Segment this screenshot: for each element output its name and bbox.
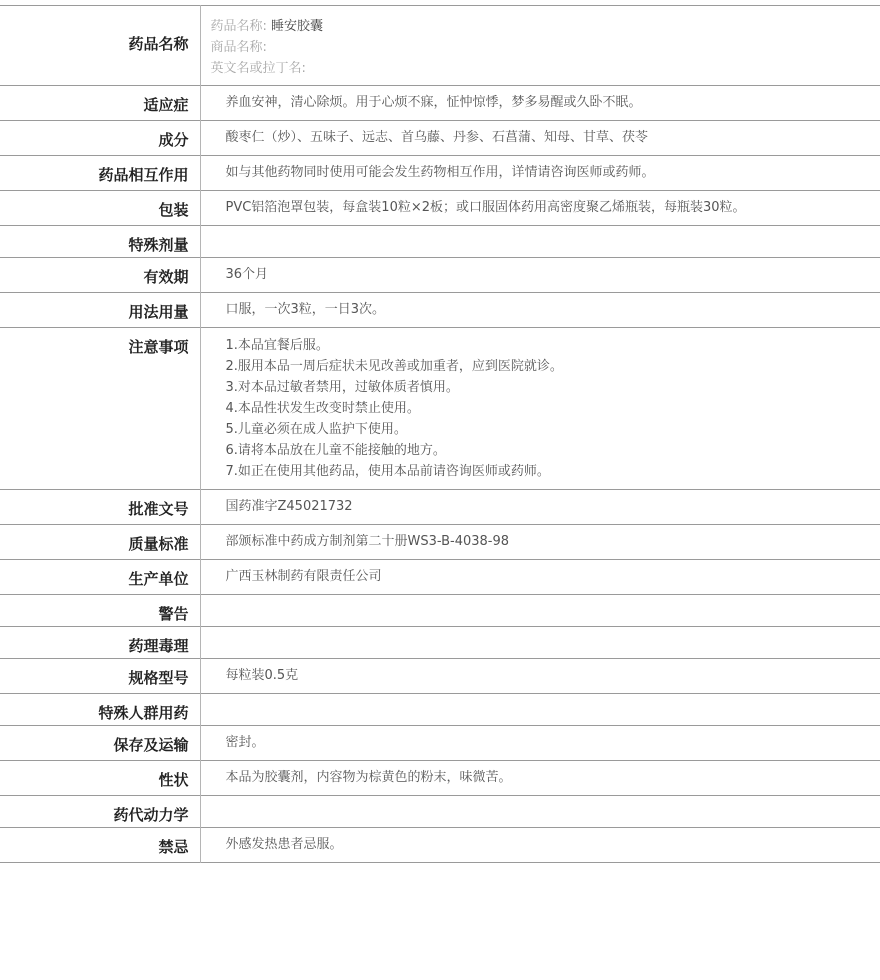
precaution-item: 3.对本品过敏者禁用，过敏体质者慎用。 (225, 380, 459, 395)
shelf-life-value: 36个月 (225, 267, 269, 282)
storage-label: 保存及运输 (0, 726, 200, 761)
pharmacology-value (200, 627, 880, 659)
row-manufacturer (0, 560, 880, 595)
contraindications-value: 外感发热患者忌服。 (225, 837, 343, 852)
row-shelf-life (0, 258, 880, 293)
row-usage (0, 293, 880, 328)
row-storage (0, 726, 880, 761)
manufacturer-label: 生产单位 (0, 560, 200, 595)
row-special-population (0, 694, 880, 726)
row-packaging (0, 191, 880, 226)
precaution-item: 1.本品宜餐后服。 (225, 338, 329, 353)
shelf-life-label: 有效期 (0, 258, 200, 293)
specification-value: 每粒装0.5克 (225, 668, 299, 683)
english-name-line (211, 58, 880, 79)
contraindications-label: 禁忌 (0, 828, 200, 863)
ingredients-value: 酸枣仁（炒）、五味子、远志、首乌藤、丹参、石菖蒲、知母、甘草、茯苓 (225, 130, 649, 145)
precaution-item: 4.本品性状发生改变时禁止使用。 (225, 401, 420, 416)
special-population-label: 特殊人群用药 (0, 694, 200, 726)
row-contraindications (0, 828, 880, 863)
row-quality-standard (0, 525, 880, 560)
precautions-cell (200, 328, 880, 490)
precaution-item: 2.服用本品一周后症状未见改善或加重者，应到医院就诊。 (225, 359, 563, 374)
packaging-label: 包装 (0, 191, 200, 226)
usage-label: 用法用量 (0, 293, 200, 328)
row-pharmacokinetics (0, 796, 880, 828)
storage-value: 密封。 (225, 735, 265, 750)
row-indications (0, 86, 880, 121)
english-name-key: 英文名或拉丁名: (210, 61, 306, 76)
trade-name-line (211, 37, 880, 58)
indications-label: 适应症 (0, 86, 200, 121)
row-approval-number (0, 490, 880, 525)
description-label: 性状 (0, 761, 200, 796)
ingredients-label: 成分 (0, 121, 200, 156)
pharmacokinetics-value (200, 796, 880, 828)
special-population-value (200, 694, 880, 726)
approval-number-label: 批准文号 (0, 490, 200, 525)
warning-label: 警告 (0, 595, 200, 627)
row-warning (0, 595, 880, 627)
row-drug-name (0, 6, 880, 86)
row-special-dosage (0, 226, 880, 258)
pharmacokinetics-label: 药代动力学 (0, 796, 200, 828)
drug-spec-table (0, 5, 880, 863)
approval-number-value: 国药准字Z45021732 (225, 499, 353, 514)
row-pharmacology (0, 627, 880, 659)
precautions-label: 注意事项 (0, 328, 200, 490)
pharmacology-label: 药理毒理 (0, 627, 200, 659)
quality-standard-value: 部颁标准中药成方制剂第二十册WS3-B-4038-98 (225, 534, 510, 549)
special-dosage-label: 特殊剂量 (0, 226, 200, 258)
special-dosage-value (200, 226, 880, 258)
precaution-item: 6.请将本品放在儿童不能接触的地方。 (225, 443, 446, 458)
generic-name-value: 睡安胶囊 (271, 19, 324, 34)
interactions-value: 如与其他药物同时使用可能会发生药物相互作用，详情请咨询医师或药师。 (225, 165, 655, 180)
warning-value (200, 595, 880, 627)
row-description (0, 761, 880, 796)
quality-standard-label: 质量标准 (0, 525, 200, 560)
precautions-list (226, 335, 761, 482)
drug-name-label: 药品名称 (0, 6, 200, 86)
precaution-item: 5.儿童必须在成人监护下使用。 (225, 422, 407, 437)
drug-name-cell (200, 6, 880, 86)
manufacturer-value: 广西玉林制药有限责任公司 (225, 569, 382, 584)
row-interactions (0, 156, 880, 191)
row-ingredients (0, 121, 880, 156)
usage-value: 口服，一次3粒，一日3次。 (225, 302, 386, 317)
generic-name-line (211, 16, 880, 37)
interactions-label: 药品相互作用 (0, 156, 200, 191)
generic-name-key: 药品名称: (210, 19, 267, 34)
indications-value: 养血安神，清心除烦。用于心烦不寐，怔忡惊悸，梦多易醒或久卧不眠。 (225, 95, 642, 110)
description-value: 本品为胶囊剂，内容物为棕黄色的粉末，味微苦。 (225, 770, 512, 785)
precaution-item: 7.如正在使用其他药品，使用本品前请咨询医师或药师。 (225, 464, 550, 479)
row-precautions (0, 328, 880, 490)
row-specification (0, 659, 880, 694)
trade-name-key: 商品名称: (210, 40, 267, 55)
specification-label: 规格型号 (0, 659, 200, 694)
packaging-value: PVC铝箔泡罩包装，每盒装10粒×2板；或口服固体药用高密度聚乙烯瓶装，每瓶装30粒。 (225, 200, 746, 215)
